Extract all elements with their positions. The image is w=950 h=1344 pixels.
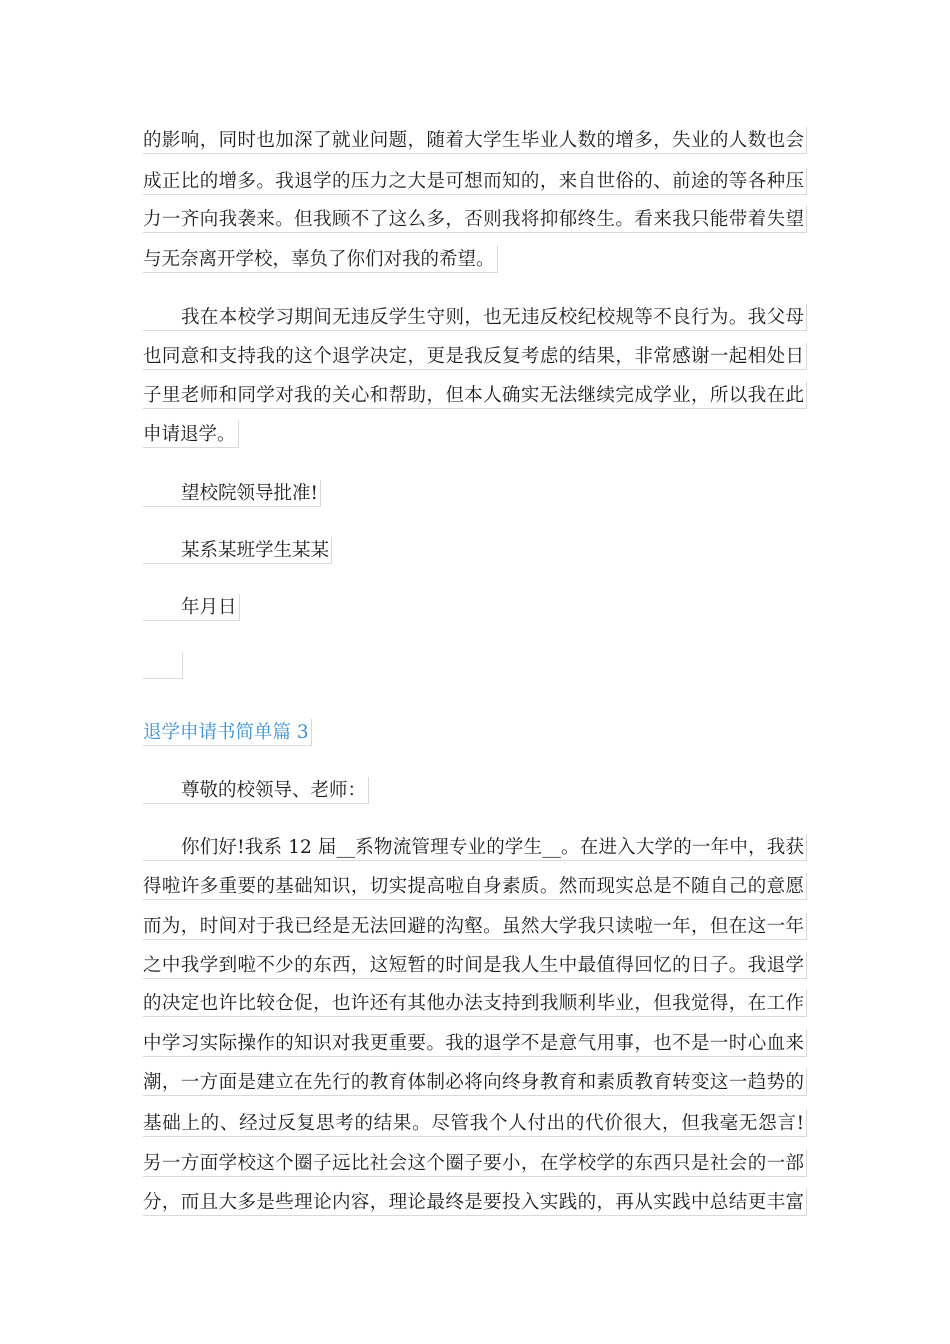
paragraph-line: 潮，一方面是建立在先行的教育体制必将向终身教育和素质教育转变这一趋势的: [143, 1069, 807, 1096]
paragraph-line: 中学习实际操作的知识对我更重要。我的退学不是意气用事，也不是一时心血来: [143, 1030, 807, 1057]
paragraph-line: 基础上的、经过反复思考的结果。尽管我个人付出的代价很大，但我毫无怨言!: [143, 1110, 807, 1137]
empty-line: [143, 653, 183, 679]
paragraph-line: 的影响，同时也加深了就业问题，随着大学生毕业人数的增多，失业的人数也会: [143, 127, 807, 154]
paragraph-line: 与无奈离开学校，辜负了你们对我的希望。: [143, 246, 498, 273]
paragraph-line: 我在本校学习期间无违反学生守则，也无违反校纪校规等不良行为。我父母: [143, 304, 807, 331]
salutation: 尊敬的校领导、老师：: [143, 777, 369, 804]
paragraph-line: 也同意和支持我的这个退学决定，更是我反复考虑的结果，非常感谢一起相处日: [143, 343, 807, 370]
approval-request: 望校院领导批准!: [143, 480, 321, 507]
signature: 某系某班学生某某: [143, 537, 332, 564]
date-line: 年月日: [143, 594, 240, 621]
paragraph-line: 子里老师和同学对我的关心和帮助，但本人确实无法继续完成学业，所以我在此: [143, 382, 807, 409]
paragraph-line: 之中我学到啦不少的东西，这短暂的时间是我人生中最值得回忆的日子。我退学: [143, 952, 807, 979]
section-heading: 退学申请书简单篇 3: [143, 719, 312, 746]
paragraph-line: 力一齐向我袭来。但我顾不了这么多，否则我将抑郁终生。看来我只能带着失望: [143, 206, 807, 233]
paragraph-line: 申请退学。: [143, 421, 239, 448]
paragraph-line: 成正比的增多。我退学的压力之大是可想而知的，来自世俗的、前途的等各种压: [143, 168, 807, 195]
paragraph-line: 另一方面学校这个圈子远比社会这个圈子要小，在学校学的东西只是社会的一部: [143, 1150, 807, 1177]
paragraph-line: 分，而且大多是些理论内容，理论最终是要投入实践的，再从实践中总结更丰富: [143, 1189, 807, 1216]
paragraph-line: 得啦许多重要的基础知识，切实提高啦自身素质。然而现实总是不随自己的意愿: [143, 873, 807, 900]
paragraph-line: 的决定也许比较仓促，也许还有其他办法支持到我顺利毕业，但我觉得，在工作: [143, 990, 807, 1017]
paragraph-line: 而为，时间对于我已经是无法回避的沟壑。虽然大学我只读啦一年，但在这一年: [143, 913, 807, 940]
paragraph-line: 你们好!我系 12 届__系物流管理专业的学生__。在进入大学的一年中，我获: [143, 834, 807, 861]
